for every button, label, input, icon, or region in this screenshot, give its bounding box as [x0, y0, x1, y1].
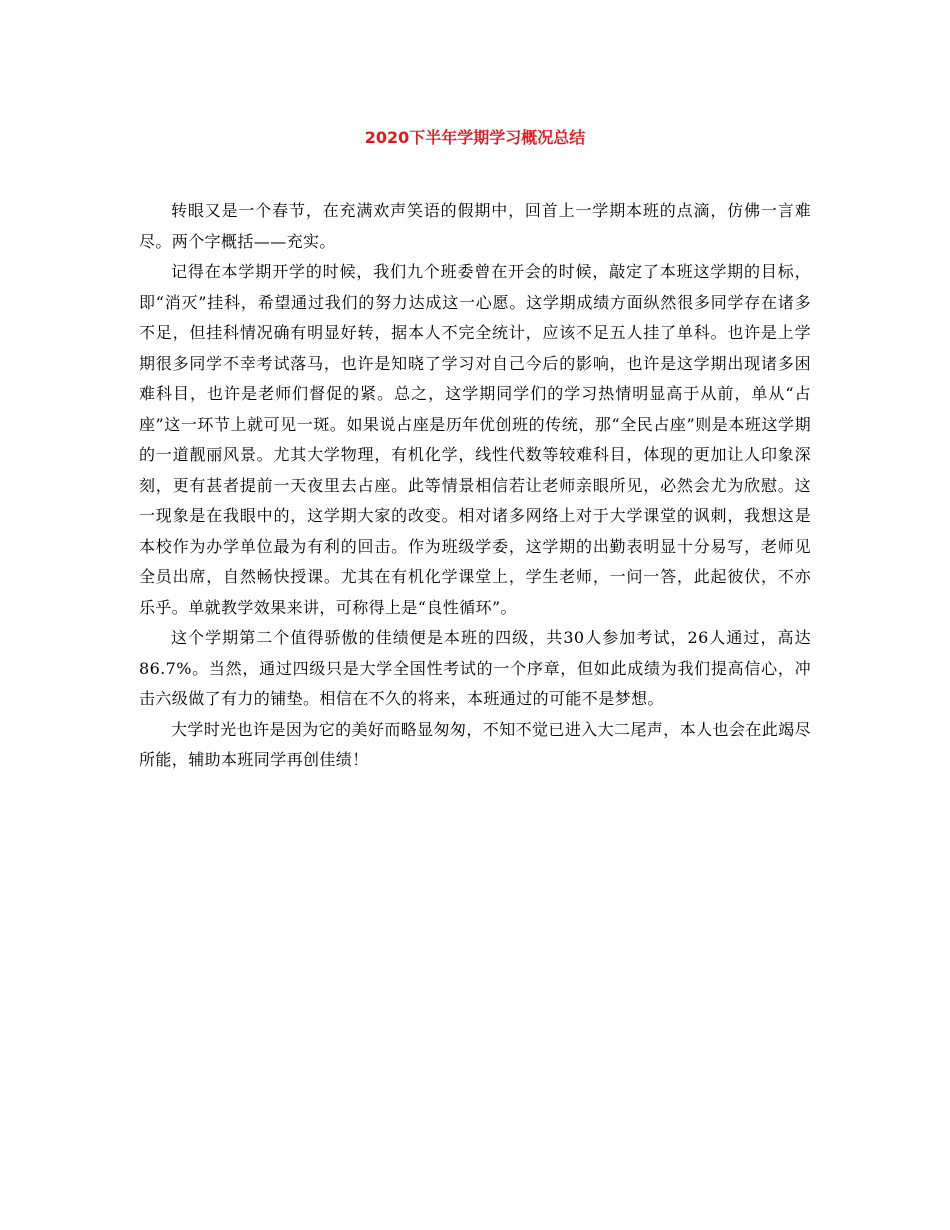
paragraph: 大学时光也许是因为它的美好而略显匆匆，不知不觉已进入大二尾声，本人也会在此竭尽所能，辅助本班同学再创佳绩！	[139, 719, 811, 769]
paragraph: 记得在本学期开学的时候，我们九个班委曾在开会的时候，敲定了本班这学期的目标，即“消灭”挂科，希望通过我们的努力达成这一心愿。这学期成绩方面纵然很多同学存在诸多不足，但挂科情况确有明显好转，据本人不完全统计，应该不足五人挂了单科。也许是上学期很多同学不幸考试落马，也许是知晓了学习对自己今后的影响，也许是这学期出现诸多困难科目，也许是老师们督促的紧。总之，这学期同学们的学习热情明显高于从前，单从“占座”这一环节上就可见一斑。如果说占座是历年优创班的传统，那“全民占座”则是本班这学期的一道靓丽风景。尤其大学物理，有机化学，线性代数等较难科目，体现的更加让人印象深刻，更有甚者提前一天夜里去占座。此等情景相信若让老师亲眼所见，必然会尤为欣慰。这一现象是在我眼中的，这学期大家的改变。相对诸多网络上对于大学课堂的讽刺，我想这是本校作为办学单位最为有利的回击。作为班级学委，这学期的出勤表明显十分易写，老师见全员出席，自然畅快授课。尤其在有机化学课堂上，学生老师，一问一答，此起彼伏，不亦乐乎。单就教学效果来讲，可称得上是“良性循环”。	[139, 262, 811, 617]
paragraph: 转眼又是一个春节，在充满欢声笑语的假期中，回首上一学期本班的点滴，仿佛一言难尽。两个字概括——充实。	[139, 201, 811, 251]
document-body	[139, 196, 811, 776]
paragraph: 这个学期第二个值得骄傲的佳绩便是本班的四级，共30人参加考试，26人通过，高达86.7%。当然，通过四级只是大学全国性考试的一个序章，但如此成绩为我们提高信心，冲击六级做了有力的铺垫。相信在不久的将来，本班通过的可能不是梦想。	[139, 628, 811, 708]
document-title: 2020下半年学期学习概况总结	[364, 128, 586, 147]
